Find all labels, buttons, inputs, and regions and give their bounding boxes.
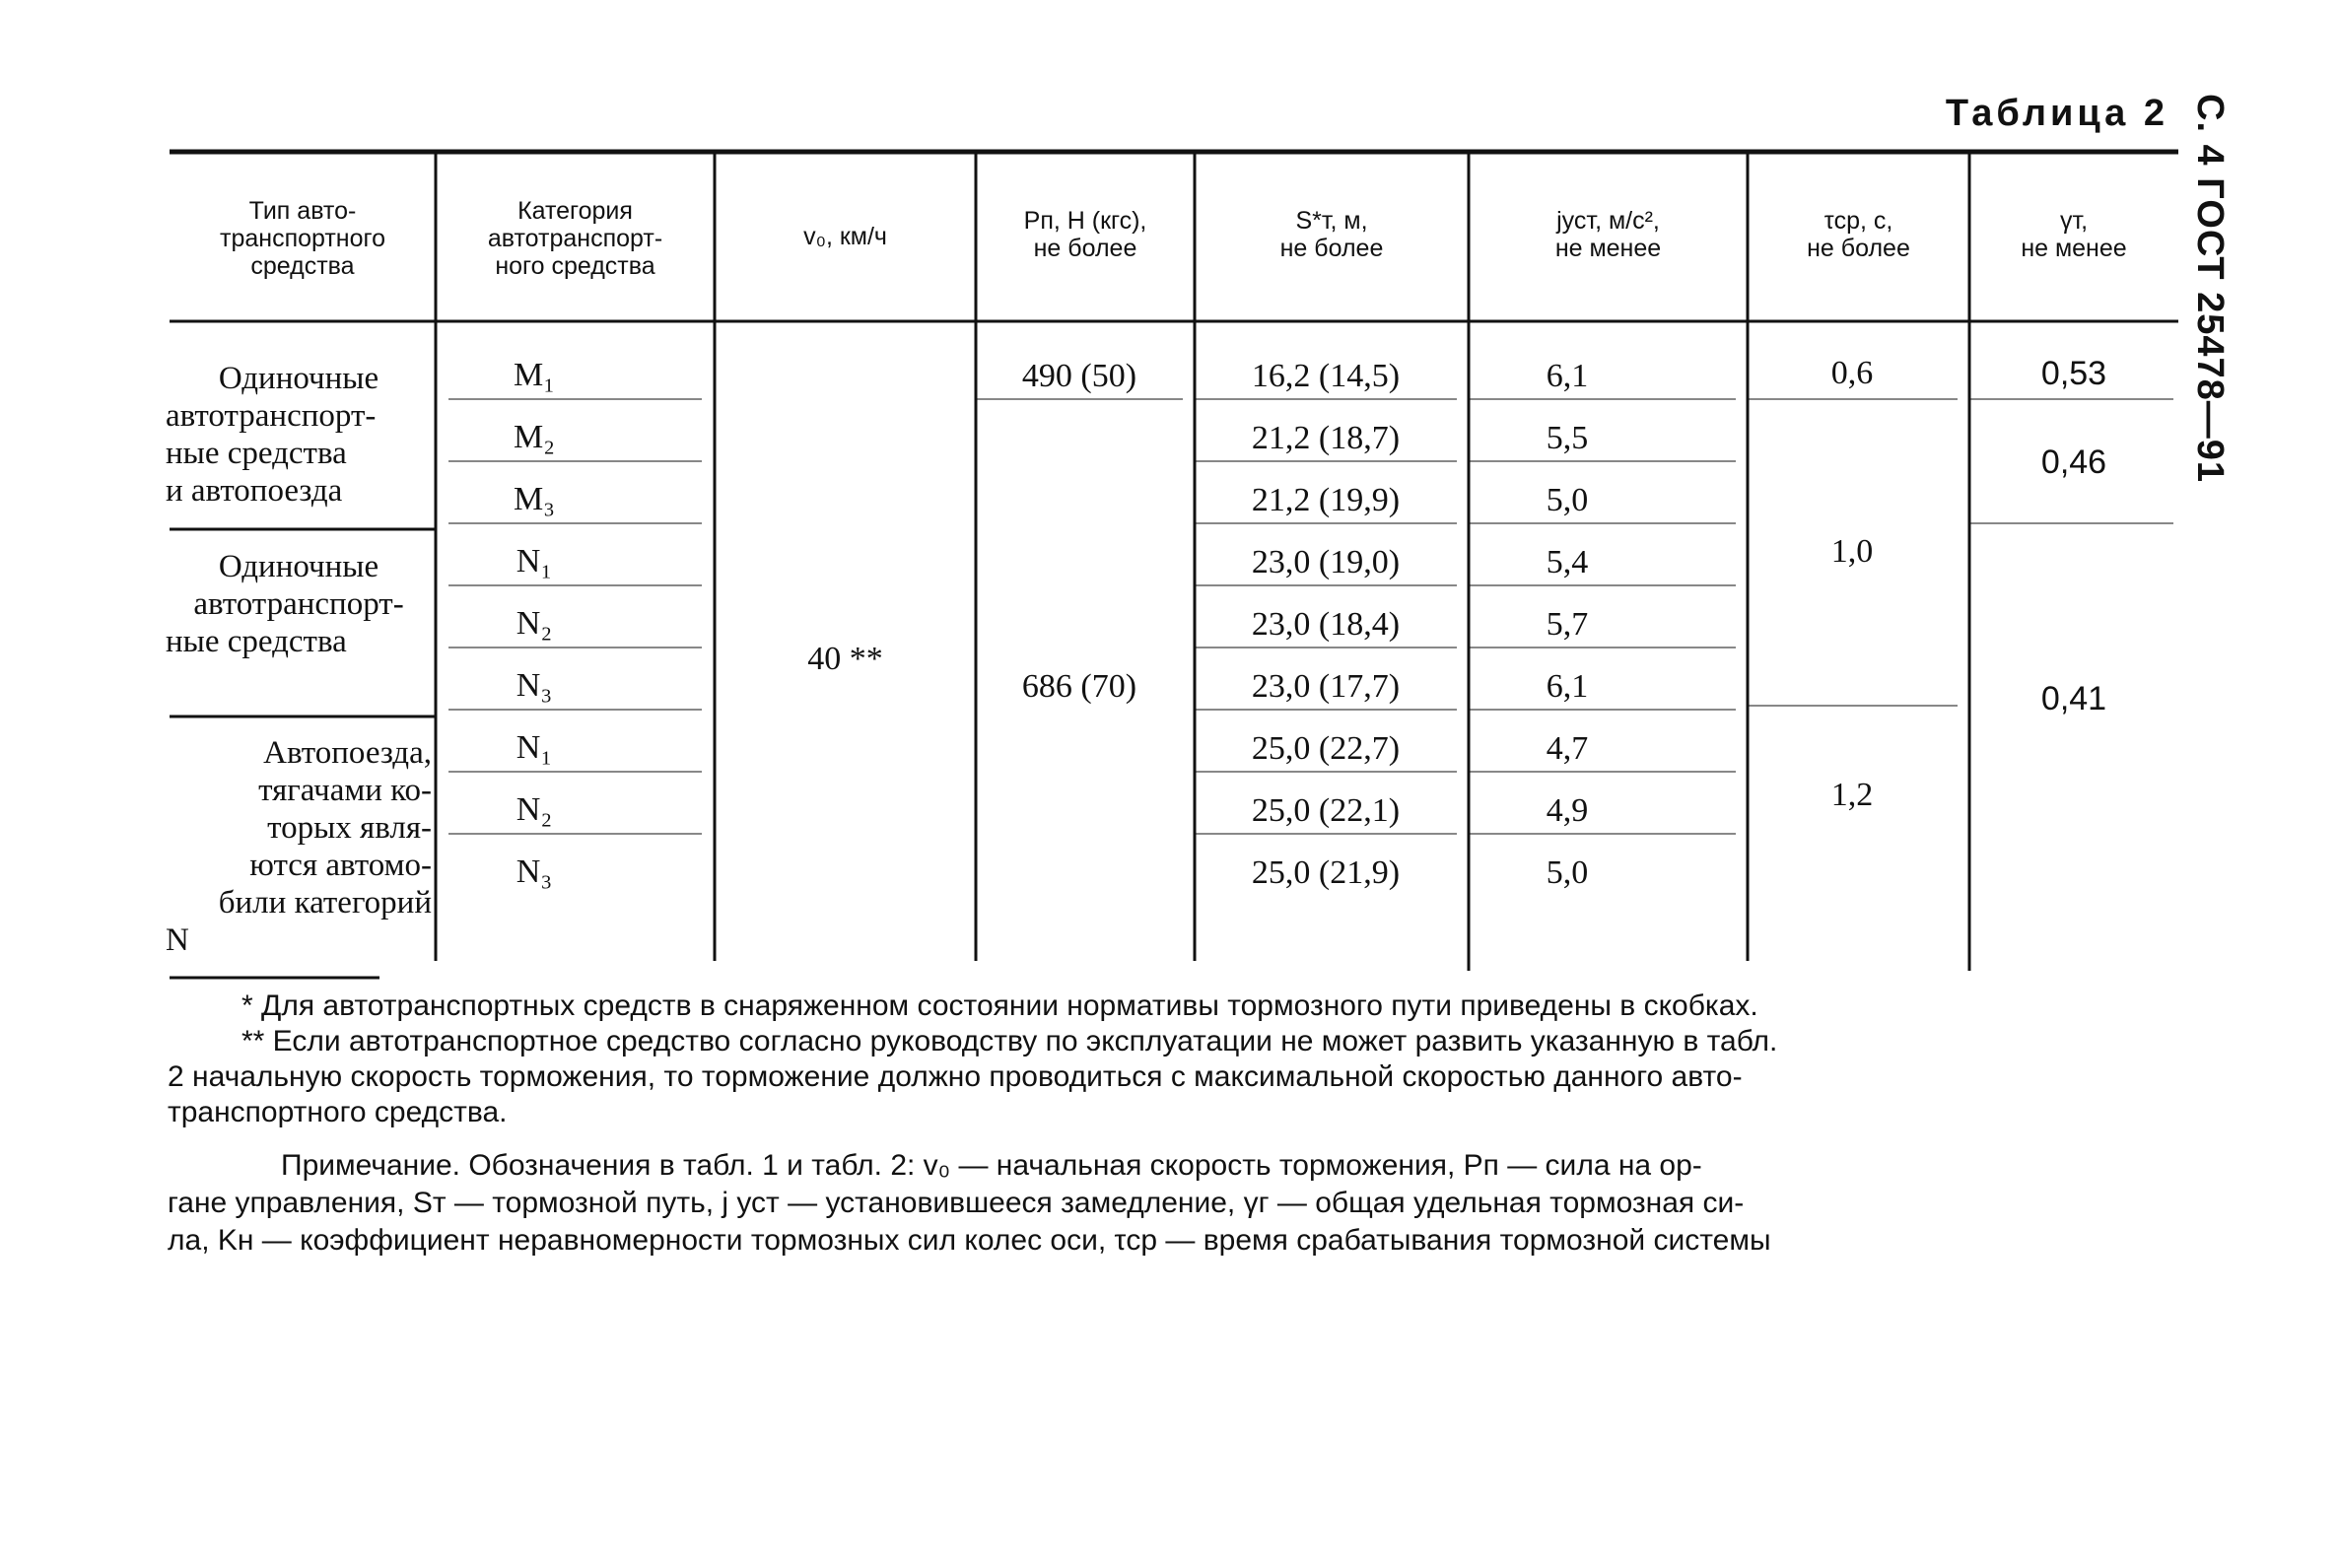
header-type-line: средства (250, 252, 355, 280)
group-type-line: и автопоезда (166, 473, 343, 509)
group-type-3 (166, 734, 436, 959)
gamma-cell: 0,41 (2040, 680, 2107, 717)
header-type (170, 197, 436, 280)
header-type-line: транспортного (220, 225, 385, 252)
header-decel-line: не менее (1554, 235, 1662, 262)
header-gamma (1969, 207, 2178, 262)
category-cell: N₁ (516, 543, 553, 579)
decel-cell: 5,0 (1546, 482, 1589, 518)
path-cell: 16,2 (14,5) (1251, 358, 1401, 394)
group-type-line: били категорий (218, 885, 432, 920)
category-cell: N₂ (516, 791, 553, 828)
header-gamma-line: γт, (2059, 207, 2089, 235)
group-type-line: ные средства (166, 624, 347, 659)
header-gamma-line: не менее (2021, 235, 2127, 262)
category-cell: M₃ (513, 481, 556, 517)
header-force-line: не более (1033, 235, 1137, 262)
header-category-line: Категория (517, 197, 633, 225)
tau-cell: 0,6 (1830, 355, 1874, 391)
header-path-line: S*т, м, (1295, 207, 1368, 235)
header-force (976, 207, 1195, 262)
header-speed-label: v₀, км/ч (803, 223, 887, 250)
group-type-line: автотранспорт- (166, 398, 377, 434)
group-type-line: ются автомо- (249, 848, 432, 883)
header-tau-line: τср, с, (1823, 207, 1893, 235)
header-force-line: Pп, Н (кгс), (1023, 207, 1147, 235)
path-cell: 21,2 (19,9) (1251, 482, 1401, 518)
header-category-line: автотранспорт- (487, 225, 663, 252)
category-cell: M₁ (513, 357, 556, 393)
group-type-2 (166, 548, 432, 660)
footnote-2-cont: 2 начальную скорость торможения, то торможение должно проводиться с максимальной скоростью данного авто- (168, 1060, 1743, 1093)
note-line-3: ла, Kн — коэффициент неравномерности тормозных сил колес оси, τср — время срабатывания тормозной системы (168, 1224, 1771, 1257)
gamma-cell: 0,46 (2040, 443, 2107, 481)
group-type-1 (166, 360, 432, 510)
speed-cell: 40 ** (807, 641, 883, 677)
group-type-line: Одиночные (218, 549, 379, 584)
group-type-line: ные средства (166, 436, 347, 471)
category-cell: N₁ (516, 729, 553, 766)
decel-cell: 6,1 (1546, 358, 1589, 394)
header-path-line: не более (1279, 235, 1384, 262)
path-cell: 25,0 (22,1) (1251, 792, 1401, 829)
gamma-cell: 0,53 (2040, 355, 2107, 392)
path-cell: 23,0 (17,7) (1251, 668, 1401, 705)
table-caption: Таблица 2 (1945, 93, 2168, 134)
category-cell: N₃ (516, 853, 553, 890)
decel-cell: 5,0 (1546, 854, 1589, 891)
header-tau (1748, 207, 1969, 262)
path-cell: 21,2 (18,7) (1251, 420, 1401, 456)
note-line-1: Примечание. Обозначения в табл. 1 и табл. 2: v₀ — начальная скорость торможения, Pп — сила на ор- (281, 1149, 1702, 1182)
category-cell: N₂ (516, 605, 553, 642)
header-category-line: ного средства (495, 252, 655, 280)
decel-cell: 5,4 (1546, 544, 1589, 580)
group-type-line: Одиночные (218, 361, 379, 396)
header-path (1195, 207, 1469, 262)
group-type-line: Автопоезда, (263, 735, 432, 771)
path-cell: 25,0 (22,7) (1251, 730, 1401, 767)
force-cell: 490 (50) (1021, 358, 1137, 394)
document-side-title: С. 4 ГОСТ 25478—91 (2189, 94, 2231, 484)
path-cell: 23,0 (19,0) (1251, 544, 1401, 580)
note-line-2: гане управления, Sт — тормозной путь, j уст — установившееся замедление, γг — общая удельная тормозная си- (168, 1187, 1745, 1219)
tau-cell: 1,2 (1830, 777, 1874, 813)
decel-cell: 4,9 (1546, 792, 1589, 829)
force-cell: 686 (70) (1021, 668, 1137, 705)
footnote-1: * Для автотранспортных средств в снаряженном состоянии нормативы тормозного пути приведены в скобках. (241, 989, 1758, 1022)
header-decel (1469, 207, 1748, 262)
decel-cell: 5,5 (1546, 420, 1589, 456)
category-cell: M₂ (513, 419, 556, 455)
group-type-line: тягачами ко- (258, 773, 432, 808)
footnote-2: ** Если автотранспортное средство согласно руководству по эксплуатации не может развить указанную в табл. (241, 1025, 1778, 1057)
header-decel-line: jуст, м/с², (1556, 207, 1660, 235)
header-category (436, 197, 715, 280)
group-type-line: торых явля- (267, 810, 432, 846)
decel-cell: 4,7 (1546, 730, 1589, 767)
path-cell: 23,0 (18,4) (1251, 606, 1401, 643)
tau-cell: 1,0 (1830, 533, 1874, 570)
path-cell: 25,0 (21,9) (1251, 854, 1401, 891)
group-type-line: автотранспорт- (193, 586, 404, 622)
decel-cell: 5,7 (1546, 606, 1589, 643)
decel-cell: 6,1 (1546, 668, 1589, 705)
category-cell: N₃ (516, 667, 553, 704)
footnote-2-end: транспортного средства. (168, 1096, 508, 1128)
header-tau-line: не более (1807, 235, 1910, 262)
group-type-line: N (166, 922, 189, 958)
header-type-line: Тип авто- (248, 197, 357, 225)
header-speed (715, 223, 976, 250)
